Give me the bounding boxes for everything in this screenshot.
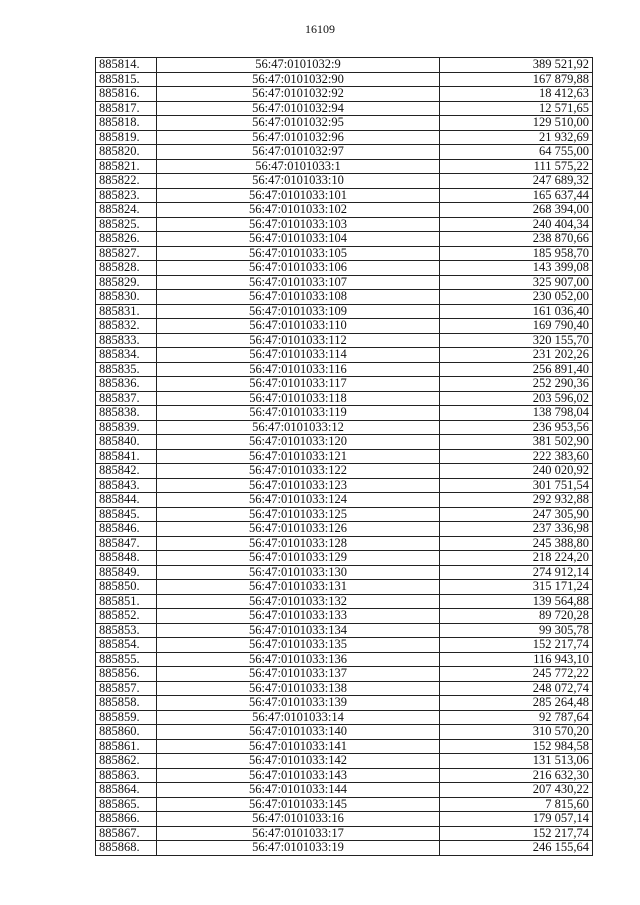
cadastral-number-cell: 56:47:0101033:141: [157, 739, 440, 754]
table-row: [96, 667, 593, 682]
cadastral-number-cell: 56:47:0101033:132: [157, 594, 440, 609]
cadastral-number-cell: 56:47:0101033:125: [157, 507, 440, 522]
row-number-cell: 885816.: [96, 87, 157, 102]
table-row: [96, 87, 593, 102]
row-number-cell: 885843.: [96, 478, 157, 493]
cadastral-value-cell: 138 798,04: [440, 406, 593, 421]
row-number-cell: 885849.: [96, 565, 157, 580]
table-row: [96, 159, 593, 174]
cadastral-number-cell: 56:47:0101033:124: [157, 493, 440, 508]
cadastral-value-cell: 389 521,92: [440, 58, 593, 73]
table-row: [96, 638, 593, 653]
table-row: [96, 232, 593, 247]
table-row: [96, 797, 593, 812]
row-number-cell: 885837.: [96, 391, 157, 406]
table-row: [96, 783, 593, 798]
cadastral-number-cell: 56:47:0101033:121: [157, 449, 440, 464]
cadastral-value-cell: 92 787,64: [440, 710, 593, 725]
cadastral-number-cell: 56:47:0101033:143: [157, 768, 440, 783]
table-row: [96, 551, 593, 566]
row-number-cell: 885853.: [96, 623, 157, 638]
cadastral-number-cell: 56:47:0101033:126: [157, 522, 440, 537]
cadastral-value-cell: 310 570,20: [440, 725, 593, 740]
cadastral-value-cell: 131 513,06: [440, 754, 593, 769]
table-row: [96, 261, 593, 276]
cadastral-value-cell: 238 870,66: [440, 232, 593, 247]
cadastral-number-cell: 56:47:0101033:144: [157, 783, 440, 798]
cadastral-value-cell: 247 305,90: [440, 507, 593, 522]
table-row: [96, 812, 593, 827]
table-row: [96, 826, 593, 841]
cadastral-value-cell: 64 755,00: [440, 145, 593, 160]
row-number-cell: 885821.: [96, 159, 157, 174]
row-number-cell: 885817.: [96, 101, 157, 116]
table-row: [96, 710, 593, 725]
cadastral-number-cell: 56:47:0101033:137: [157, 667, 440, 682]
row-number-cell: 885857.: [96, 681, 157, 696]
row-number-cell: 885867.: [96, 826, 157, 841]
row-number-cell: 885828.: [96, 261, 157, 276]
table-row: [96, 145, 593, 160]
table-row: [96, 623, 593, 638]
cadastral-number-cell: 56:47:0101032:94: [157, 101, 440, 116]
cadastral-number-cell: 56:47:0101033:101: [157, 188, 440, 203]
table-row: [96, 130, 593, 145]
table-row: [96, 754, 593, 769]
cadastral-number-cell: 56:47:0101033:110: [157, 319, 440, 334]
cadastral-value-cell: 252 290,36: [440, 377, 593, 392]
row-number-cell: 885839.: [96, 420, 157, 435]
cadastral-value-cell: 231 202,26: [440, 348, 593, 363]
cadastral-value-cell: 320 155,70: [440, 333, 593, 348]
table-row: [96, 493, 593, 508]
table-row: [96, 116, 593, 131]
cadastral-number-cell: 56:47:0101033:129: [157, 551, 440, 566]
row-number-cell: 885836.: [96, 377, 157, 392]
cadastral-value-cell: 240 020,92: [440, 464, 593, 479]
row-number-cell: 885848.: [96, 551, 157, 566]
table-row: [96, 420, 593, 435]
row-number-cell: 885826.: [96, 232, 157, 247]
table-row: [96, 333, 593, 348]
cadastral-value-cell: 152 217,74: [440, 826, 593, 841]
cadastral-value-cell: 129 510,00: [440, 116, 593, 131]
cadastral-value-cell: 315 171,24: [440, 580, 593, 595]
cadastral-number-cell: 56:47:0101033:103: [157, 217, 440, 232]
table-row: [96, 391, 593, 406]
row-number-cell: 885868.: [96, 841, 157, 856]
cadastral-number-cell: 56:47:0101033:102: [157, 203, 440, 218]
cadastral-value-cell: 169 790,40: [440, 319, 593, 334]
row-number-cell: 885818.: [96, 116, 157, 131]
cadastral-number-cell: 56:47:0101033:109: [157, 304, 440, 319]
row-number-cell: 885859.: [96, 710, 157, 725]
table-row: [96, 275, 593, 290]
cadastral-value-cell: 143 399,08: [440, 261, 593, 276]
row-number-cell: 885819.: [96, 130, 157, 145]
cadastral-number-cell: 56:47:0101033:12: [157, 420, 440, 435]
cadastral-value-cell: 285 264,48: [440, 696, 593, 711]
cadastral-value-cell: 203 596,02: [440, 391, 593, 406]
row-number-cell: 885855.: [96, 652, 157, 667]
row-number-cell: 885846.: [96, 522, 157, 537]
cadastral-value-cell: 21 932,69: [440, 130, 593, 145]
row-number-cell: 885864.: [96, 783, 157, 798]
cadastral-value-cell: 218 224,20: [440, 551, 593, 566]
row-number-cell: 885854.: [96, 638, 157, 653]
table-row: [96, 348, 593, 363]
cadastral-value-cell: 207 430,22: [440, 783, 593, 798]
table-row: [96, 449, 593, 464]
table-body: [96, 58, 593, 856]
table-row: [96, 681, 593, 696]
cadastral-number-cell: 56:47:0101033:122: [157, 464, 440, 479]
cadastral-number-cell: 56:47:0101033:1: [157, 159, 440, 174]
table-row: [96, 594, 593, 609]
row-number-cell: 885847.: [96, 536, 157, 551]
row-number-cell: 885835.: [96, 362, 157, 377]
cadastral-number-cell: 56:47:0101033:128: [157, 536, 440, 551]
cadastral-number-cell: 56:47:0101033:114: [157, 348, 440, 363]
cadastral-number-cell: 56:47:0101033:10: [157, 174, 440, 189]
cadastral-value-cell: 161 036,40: [440, 304, 593, 319]
row-number-cell: 885841.: [96, 449, 157, 464]
cadastral-value-cell: 245 388,80: [440, 536, 593, 551]
cadastral-value-cell: 325 907,00: [440, 275, 593, 290]
row-number-cell: 885858.: [96, 696, 157, 711]
cadastral-number-cell: 56:47:0101033:140: [157, 725, 440, 740]
table-row: [96, 609, 593, 624]
table-row: [96, 319, 593, 334]
cadastral-value-cell: 236 953,56: [440, 420, 593, 435]
row-number-cell: 885833.: [96, 333, 157, 348]
row-number-cell: 885831.: [96, 304, 157, 319]
table-row: [96, 217, 593, 232]
row-number-cell: 885861.: [96, 739, 157, 754]
table-row: [96, 362, 593, 377]
cadastral-value-cell: 12 571,65: [440, 101, 593, 116]
cadastral-value-cell: 230 052,00: [440, 290, 593, 305]
cadastral-number-cell: 56:47:0101032:90: [157, 72, 440, 87]
cadastral-number-cell: 56:47:0101033:105: [157, 246, 440, 261]
cadastral-number-cell: 56:47:0101033:116: [157, 362, 440, 377]
row-number-cell: 885815.: [96, 72, 157, 87]
cadastral-number-cell: 56:47:0101033:139: [157, 696, 440, 711]
table-row: [96, 464, 593, 479]
row-number-cell: 885863.: [96, 768, 157, 783]
cadastral-value-cell: 237 336,98: [440, 522, 593, 537]
table-row: [96, 478, 593, 493]
row-number-cell: 885827.: [96, 246, 157, 261]
table-row: [96, 768, 593, 783]
table-row: [96, 406, 593, 421]
cadastral-value-cell: 247 689,32: [440, 174, 593, 189]
cadastral-value-cell: 152 984,58: [440, 739, 593, 754]
cadastral-value-cell: 89 720,28: [440, 609, 593, 624]
cadastral-value-cell: 179 057,14: [440, 812, 593, 827]
table-row: [96, 580, 593, 595]
cadastral-value-cell: 274 912,14: [440, 565, 593, 580]
table-row: [96, 435, 593, 450]
table-row: [96, 536, 593, 551]
row-number-cell: 885830.: [96, 290, 157, 305]
row-number-cell: 885845.: [96, 507, 157, 522]
cadastral-number-cell: 56:47:0101033:142: [157, 754, 440, 769]
cadastral-value-cell: 152 217,74: [440, 638, 593, 653]
cadastral-number-cell: 56:47:0101033:14: [157, 710, 440, 725]
table-row: [96, 304, 593, 319]
cadastral-value-cell: 301 751,54: [440, 478, 593, 493]
table-row: [96, 290, 593, 305]
cadastral-number-cell: 56:47:0101033:133: [157, 609, 440, 624]
row-number-cell: 885829.: [96, 275, 157, 290]
cadastral-number-cell: 56:47:0101033:134: [157, 623, 440, 638]
table-row: [96, 841, 593, 856]
cadastral-value-cell: 246 155,64: [440, 841, 593, 856]
cadastral-value-cell: 111 575,22: [440, 159, 593, 174]
table-row: [96, 696, 593, 711]
table-row: [96, 58, 593, 73]
cadastral-number-cell: 56:47:0101033:118: [157, 391, 440, 406]
row-number-cell: 885856.: [96, 667, 157, 682]
row-number-cell: 885840.: [96, 435, 157, 450]
table-row: [96, 101, 593, 116]
row-number-cell: 885866.: [96, 812, 157, 827]
cadastral-value-cell: 167 879,88: [440, 72, 593, 87]
cadastral-number-cell: 56:47:0101033:123: [157, 478, 440, 493]
cadastral-number-cell: 56:47:0101033:19: [157, 841, 440, 856]
cadastral-number-cell: 56:47:0101033:104: [157, 232, 440, 247]
row-number-cell: 885865.: [96, 797, 157, 812]
table-row: [96, 565, 593, 580]
row-number-cell: 885823.: [96, 188, 157, 203]
row-number-cell: 885825.: [96, 217, 157, 232]
table-row: [96, 652, 593, 667]
row-number-cell: 885844.: [96, 493, 157, 508]
row-number-cell: 885838.: [96, 406, 157, 421]
cadastral-number-cell: 56:47:0101032:9: [157, 58, 440, 73]
table-row: [96, 377, 593, 392]
cadastral-value-table: [95, 57, 593, 856]
cadastral-value-cell: 248 072,74: [440, 681, 593, 696]
cadastral-number-cell: 56:47:0101033:112: [157, 333, 440, 348]
table-row: [96, 246, 593, 261]
cadastral-number-cell: 56:47:0101033:106: [157, 261, 440, 276]
page-number: 16109: [305, 22, 335, 36]
row-number-cell: 885850.: [96, 580, 157, 595]
table-row: [96, 507, 593, 522]
cadastral-value-cell: 18 412,63: [440, 87, 593, 102]
cadastral-value-cell: 240 404,34: [440, 217, 593, 232]
cadastral-value-cell: 222 383,60: [440, 449, 593, 464]
row-number-cell: 885851.: [96, 594, 157, 609]
row-number-cell: 885862.: [96, 754, 157, 769]
table-row: [96, 188, 593, 203]
row-number-cell: 885820.: [96, 145, 157, 160]
row-number-cell: 885824.: [96, 203, 157, 218]
table-row: [96, 203, 593, 218]
row-number-cell: 885842.: [96, 464, 157, 479]
table-row: [96, 725, 593, 740]
cadastral-number-cell: 56:47:0101033:17: [157, 826, 440, 841]
cadastral-number-cell: 56:47:0101033:138: [157, 681, 440, 696]
cadastral-number-cell: 56:47:0101033:108: [157, 290, 440, 305]
cadastral-value-cell: 165 637,44: [440, 188, 593, 203]
cadastral-number-cell: 56:47:0101032:96: [157, 130, 440, 145]
cadastral-value-cell: 99 305,78: [440, 623, 593, 638]
cadastral-value-cell: 381 502,90: [440, 435, 593, 450]
cadastral-value-cell: 7 815,60: [440, 797, 593, 812]
cadastral-value-cell: 268 394,00: [440, 203, 593, 218]
cadastral-number-cell: 56:47:0101033:117: [157, 377, 440, 392]
cadastral-number-cell: 56:47:0101033:119: [157, 406, 440, 421]
cadastral-number-cell: 56:47:0101033:131: [157, 580, 440, 595]
row-number-cell: 885852.: [96, 609, 157, 624]
cadastral-number-cell: 56:47:0101033:130: [157, 565, 440, 580]
row-number-cell: 885832.: [96, 319, 157, 334]
cadastral-number-cell: 56:47:0101033:135: [157, 638, 440, 653]
table-row: [96, 72, 593, 87]
cadastral-number-cell: 56:47:0101032:95: [157, 116, 440, 131]
cadastral-value-cell: 116 943,10: [440, 652, 593, 667]
cadastral-value-cell: 256 891,40: [440, 362, 593, 377]
cadastral-number-cell: 56:47:0101033:107: [157, 275, 440, 290]
cadastral-number-cell: 56:47:0101033:120: [157, 435, 440, 450]
table-row: [96, 174, 593, 189]
cadastral-value-cell: 216 632,30: [440, 768, 593, 783]
row-number-cell: 885822.: [96, 174, 157, 189]
cadastral-value-cell: 292 932,88: [440, 493, 593, 508]
row-number-cell: 885860.: [96, 725, 157, 740]
cadastral-number-cell: 56:47:0101032:92: [157, 87, 440, 102]
cadastral-number-cell: 56:47:0101033:145: [157, 797, 440, 812]
cadastral-value-cell: 185 958,70: [440, 246, 593, 261]
cadastral-value-cell: 139 564,88: [440, 594, 593, 609]
table-row: [96, 522, 593, 537]
cadastral-number-cell: 56:47:0101033:16: [157, 812, 440, 827]
cadastral-number-cell: 56:47:0101033:136: [157, 652, 440, 667]
cadastral-number-cell: 56:47:0101032:97: [157, 145, 440, 160]
table-row: [96, 739, 593, 754]
row-number-cell: 885814.: [96, 58, 157, 73]
row-number-cell: 885834.: [96, 348, 157, 363]
cadastral-value-cell: 245 772,22: [440, 667, 593, 682]
